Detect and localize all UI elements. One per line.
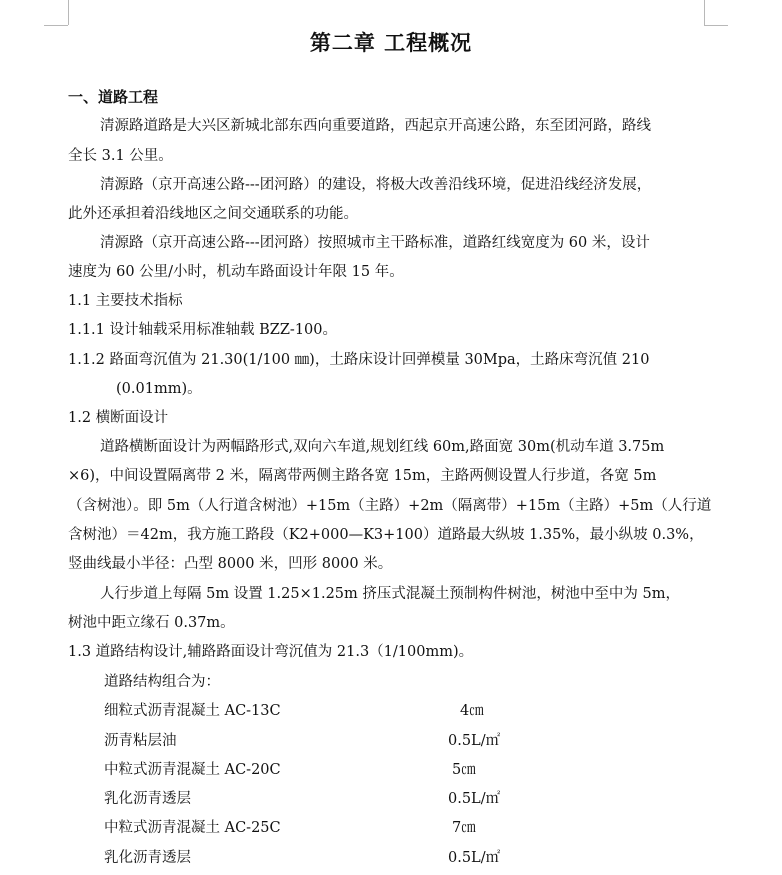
paragraph-line: 速度为 60 公里/小时，机动车路面设计年限 15 年。	[68, 264, 404, 280]
paragraph-line: 全长 3.1 公里。	[68, 148, 173, 164]
layer-value: 0.5L/㎡	[448, 733, 501, 749]
paragraph-line: 清源路道路是大兴区新城北部东西向重要道路，西起京开高速公路，东至团河路，路线	[100, 118, 651, 134]
paragraph-line: （含树池）。即 5m（人行道含树池）+15m（主路）+2m（隔离带）+15m（主路）+5m（人行道	[68, 498, 712, 514]
layer-name: 沥青粘层油	[104, 733, 177, 749]
layer-value: 7㎝	[452, 820, 476, 836]
paragraph-line: (0.01mm)。	[116, 381, 202, 397]
crop-mark-top-right	[704, 0, 705, 25]
paragraph-line: 清源路（京开高速公路---团河路）的建设，将极大改善沿线环境，促进沿线经济发展，	[100, 177, 652, 193]
layer-value: 5㎝	[452, 762, 476, 778]
paragraph-line: 1.1.2 路面弯沉值为 21.30(1/100 ㎜)，土路床设计回弹模量 30Mpa，土路床弯沉值 210	[68, 352, 650, 368]
subsection-heading: 1.3 道路结构设计,辅路路面设计弯沉值为 21.3（1/100mm)。	[68, 644, 474, 660]
layer-value: 0.5L/㎡	[448, 791, 501, 807]
paragraph-line: 清源路（京开高速公路---团河路）按照城市主干路标准，道路红线宽度为 60 米，设计	[100, 235, 650, 251]
layer-name: 细粒式沥青混凝土 AC-13C	[104, 703, 281, 719]
paragraph-line: ×6)，中间设置隔离带 2 米，隔离带两侧主路各宽 15m，主路两侧设置人行步道，各宽 5m	[68, 468, 657, 484]
paragraph-line: 人行步道上每隔 5m 设置 1.25×1.25m 挤压式混凝土预制构件树池，树池中至中为 5m，	[100, 586, 680, 602]
paragraph-line: 竖曲线最小半径：凸型 8000 米，凹形 8000 米。	[68, 556, 393, 572]
paragraph-line: 含树池）＝42m，我方施工路段（K2+000—K3+100）道路最大纵坡 1.35%，最小纵坡 0.3%，	[68, 527, 704, 543]
paragraph-line: 此外还承担着沿线地区之间交通联系的功能。	[68, 206, 358, 222]
crop-mark-top-left-h	[44, 25, 68, 26]
subsection-heading: 1.1 主要技术指标	[68, 293, 183, 309]
paragraph-line: 道路结构组合为：	[104, 674, 220, 690]
paragraph-line: 道路横断面设计为两幅路形式,双向六车道,规划红线 60m,路面宽 30m(机动车道 3.75m	[100, 439, 665, 455]
crop-mark-top-right-h	[704, 25, 728, 26]
layer-name: 乳化沥青透层	[104, 791, 191, 807]
layer-name: 中粒式沥青混凝土 AC-20C	[104, 762, 281, 778]
layer-name: 乳化沥青透层	[104, 850, 191, 866]
layer-value: 4㎝	[460, 703, 484, 719]
section-heading: 一、道路工程	[68, 88, 159, 106]
paragraph-line: 1.1.1 设计轴载采用标准轴载 BZZ-100。	[68, 322, 337, 338]
chapter-title: 第二章 工程概况	[309, 31, 473, 55]
subsection-heading: 1.2 横断面设计	[68, 410, 169, 426]
paragraph-line: 树池中距立缘石 0.37m。	[68, 615, 235, 631]
layer-name: 中粒式沥青混凝土 AC-25C	[104, 820, 281, 836]
crop-mark-top-left	[68, 0, 69, 25]
layer-value: 0.5L/㎡	[448, 850, 501, 866]
